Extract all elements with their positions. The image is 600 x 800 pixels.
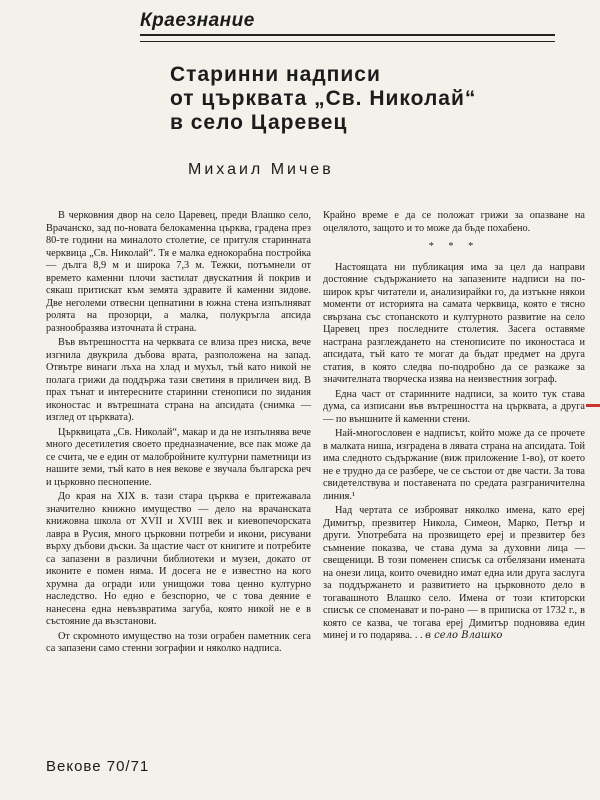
- article-title: [170, 63, 550, 135]
- rubric-rule: [140, 41, 555, 42]
- left-paragraph-5: От скромното имущество на този ограбен паметник сега са запазени само стенни зографии и няколко надписа.: [46, 630, 311, 654]
- title-line-2: от църквата „Св. Николай“: [170, 87, 477, 110]
- left-paragraph-4: До края на XIX в. тази стара църква е притежавала значително книжно имущество — дело на врачанската книжовна школа от XVII и XVIII век и киевопечорската лавра в Русия, много църковни потреби и икони, рисувани върху дъбови дъски. За щастие част от книгите и потребите са запазени в различни библиотеки и музеи, докато от иконите е помен няма. И досега не е известно на кого хрумна да огради или унищожи това ценно културно наследство. Но едно е безспорно, че с това деяние е нанесена една невъзвратима загуба, която никой не е в състояние да възстанови.: [46, 491, 311, 627]
- rubric-header: [140, 10, 555, 36]
- right-paragraph-4: [323, 505, 585, 643]
- section-separator: * * *: [428, 241, 480, 252]
- left-column: [46, 210, 311, 658]
- right-paragraph-2: Една част от старинните надписи, за които тук става дума, са изписани във вътрешността на църквата, а друга — по външните й каменни стени.: [323, 388, 585, 425]
- page-footer: Векове 70/71: [46, 758, 150, 775]
- right-paragraph-3: Най-многословен е надписът, който може да се прочете в малката ниша, изградена в лявата страна на апсидата. Той има следното съдържание (виж приложение 1-во), от което не е трудно да се разбере, че се състои от две части. За това свидетелствува и поставената по средата разграничителна линия.¹: [323, 428, 585, 502]
- article-author: Михаил Мичев: [188, 161, 334, 178]
- right-paragraph-1: Настоящата ни публикация има за цел да направи достояние съдържанието на запазените надписи на по-широк кръг читатели и, анализирайки го, да изтъкне някои моменти от историята на самата черквица, която е тясно свързана със стопанското и културното развитие на село Царевец през последните столетия. Засега оставяме настрана разглеждането на стенописите по иконостаса и апсидата, тъй като те могат да бъдат предмет на друга статия, в която следва по-подробно да се разкаже за значителната творческа изява на неизвестния зограф.: [323, 261, 585, 385]
- handwritten-note: в село Влашко: [425, 630, 503, 641]
- right-top-paragraph: Крайно време е да се положат грижи за опазване на оцелялото, защото и то може да бъде похабено.: [323, 210, 585, 234]
- left-paragraph-2: Във вътрешността на черквата се влиза през ниска, вече изгнила двукрила дъбова врата, разположена на запад. Отвътре винаги лъха на хлад и мухъл, тъй като никой не полага грижи да поддържа тази светиня в приличен вид. В прах тънат и интересните старинни стенописи по зидания иконостас и вътрешната страна на апсидата (снимка — изглед от църквата).: [46, 337, 311, 423]
- margin-pen-mark: [586, 404, 600, 407]
- left-paragraph-3: Църквицата „Св. Николай“, макар и да не изпълнява вече много десетилетия своето предназначение, все пак може да се счита, че е един от малобройните културни паметници из нашите земи, тъй като в нея векове е звучала българска реч и църковно песнопение.: [46, 426, 311, 488]
- left-paragraph-1: В черковния двор на село Царевец, преди Влашко село, Врачанско, зад по-новата белокаменна църква, градена през 80-те години на миналото столетие, се притуля старинната черквица „Св. Николай“. Тя е малка еднокорабна постройка — дълга 8,9 м и широка 7,3 м. Тежки, потъмнели от времето каменни плочи застилат двускатния й покрив и сякаш притискат към земята здравите й каменни зидове. Две неголеми отвесни цепнатини в южна стена изпълняват ролята на прозорци, а малка, полукръгла апсида разнообразява източната й страна.: [46, 210, 311, 334]
- title-line-1: Старинни надписи: [170, 63, 381, 86]
- rubric-label: Краезнание: [140, 10, 255, 31]
- right-paragraph-4-text: Над чертата се изброяват няколко имена, като ереј Димитър, презвитер Никола, Симеон, Марко, Петър и други. Употребата на прозвището ереј и презвитер без съмнение показва, че става дума за духовни лица — свещеници. В този поменен списък са отбелязани имената на онези лица, които очевидно имат една или друга заслуга за поддържането и развитието на църковното дело в тогавашното Влашко село. Имена от този ктиторски списък се споменават и по-рано — в приписка от 1732 г., в която се казва, че тогава ереј Димитър подновява един минеј и го подарява. . .: [323, 505, 585, 641]
- right-column: [323, 210, 585, 645]
- title-line-3: в село Царевец: [170, 111, 348, 134]
